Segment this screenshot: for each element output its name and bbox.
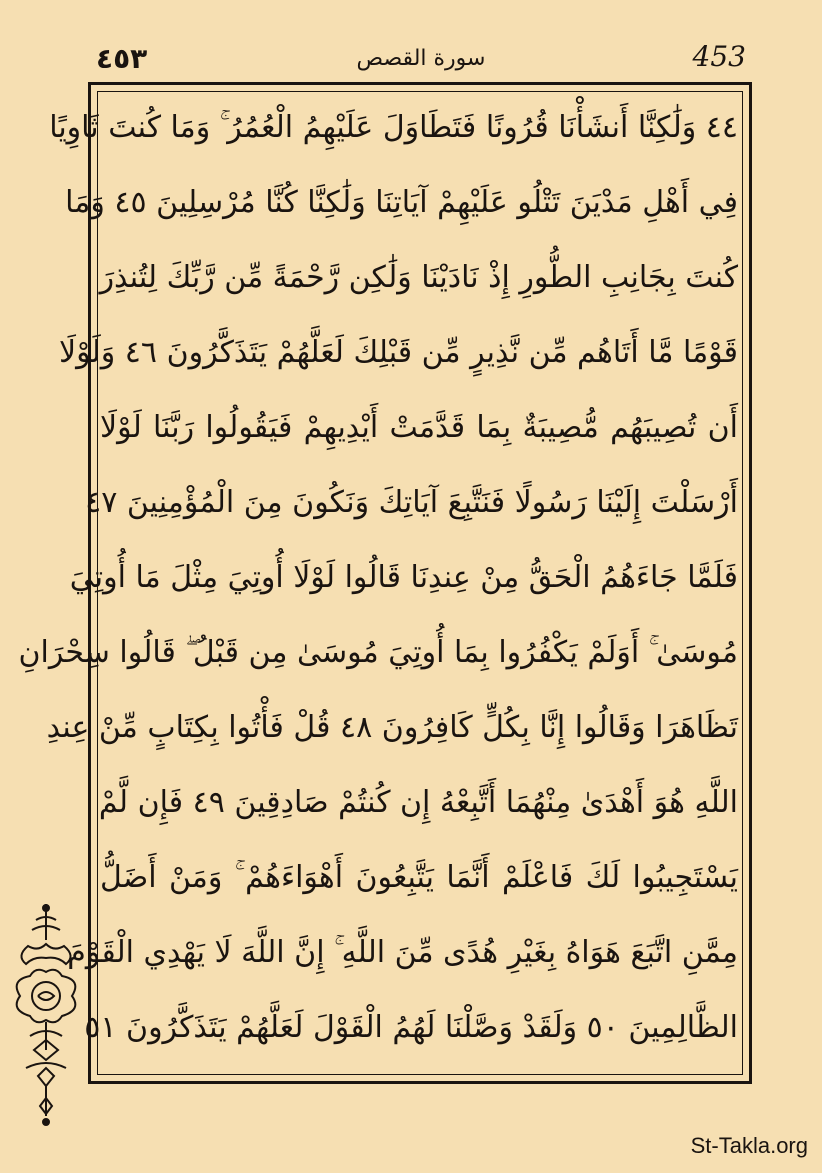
text-line-9: تَظَاهَرَا وَقَالُوا إِنَّا بِكُلٍّ كَافِرُونَ ٤٨ قُلْ فَأْتُوا بِكِتَابٍ مِّنْ عِندِ	[46, 710, 738, 745]
floral-hizb-ornament-icon	[6, 900, 86, 1140]
page-number-latin: 453	[692, 40, 746, 73]
text-line-13: الظَّالِمِينَ ٥٠ وَلَقَدْ وَصَّلْنَا لَهُمُ الْقَوْلَ لَعَلَّهُمْ يَتَذَكَّرُونَ ٥١	[84, 1010, 738, 1045]
page-number-arabic: ٤٥٣	[96, 42, 148, 75]
text-line-12: مِمَّنِ اتَّبَعَ هَوَاهُ بِغَيْرِ هُدًى مِّنَ اللَّهِ ۚ إِنَّ اللَّهَ لَا يَهْدِي الْقَوْمَ	[67, 935, 738, 970]
text-line-3: كُنتَ بِجَانِبِ الطُّورِ إِذْ نَادَيْنَا وَلَٰكِن رَّحْمَةً مِّن رَّبِّكَ لِتُنذِرَ	[99, 260, 738, 295]
surah-title: سورة القصص	[356, 46, 486, 71]
text-line-8: مُوسَىٰ ۚ أَوَلَمْ يَكْفُرُوا بِمَا أُوتِيَ مُوسَىٰ مِن قَبْلُ ۖ قَالُوا سِحْرَانِ	[18, 635, 738, 670]
text-line-6: أَرْسَلْتَ إِلَيْنَا رَسُولًا فَنَتَّبِعَ آيَاتِكَ وَنَكُونَ مِنَ الْمُؤْمِنِينَ ٤٧	[85, 485, 738, 520]
text-line-7: فَلَمَّا جَاءَهُمُ الْحَقُّ مِنْ عِندِنَا قَالُوا لَوْلَا أُوتِيَ مِثْلَ مَا أُوتِيَ	[69, 560, 738, 595]
text-line-11: يَسْتَجِيبُوا لَكَ فَاعْلَمْ أَنَّمَا يَتَّبِعُونَ أَهْوَاءَهُمْ ۚ وَمَنْ أَضَلُّ	[100, 860, 738, 895]
text-line-4: قَوْمًا مَّا أَتَاهُم مِّن نَّذِيرٍ مِّن قَبْلِكَ لَعَلَّهُمْ يَتَذَكَّرُونَ ٤٦ وَلَوْلَا	[59, 335, 738, 370]
quran-text-block	[18, 98, 738, 1068]
page-header	[96, 40, 746, 80]
text-line-10: اللَّهِ هُوَ أَهْدَىٰ مِنْهُمَا أَتَّبِعْهُ إِن كُنتُمْ صَادِقِينَ ٤٩ فَإِن لَّمْ	[98, 785, 738, 820]
text-line-5: أَن تُصِيبَهُم مُّصِيبَةٌ بِمَا قَدَّمَتْ أَيْدِيهِمْ فَيَقُولُوا رَبَّنَا لَوْلَا	[100, 410, 738, 445]
text-line-1: ٤٤ وَلَٰكِنَّا أَنشَأْنَا قُرُونًا فَتَطَاوَلَ عَلَيْهِمُ الْعُمُرُ ۚ وَمَا كُنتَ ثَاوِيًا	[49, 110, 738, 145]
text-line-2: فِي أَهْلِ مَدْيَنَ تَتْلُو عَلَيْهِمْ آيَاتِنَا وَلَٰكِنَّا كُنَّا مُرْسِلِينَ ٤٥ وَمَا	[65, 185, 738, 220]
watermark: St-Takla.org	[690, 1133, 808, 1158]
